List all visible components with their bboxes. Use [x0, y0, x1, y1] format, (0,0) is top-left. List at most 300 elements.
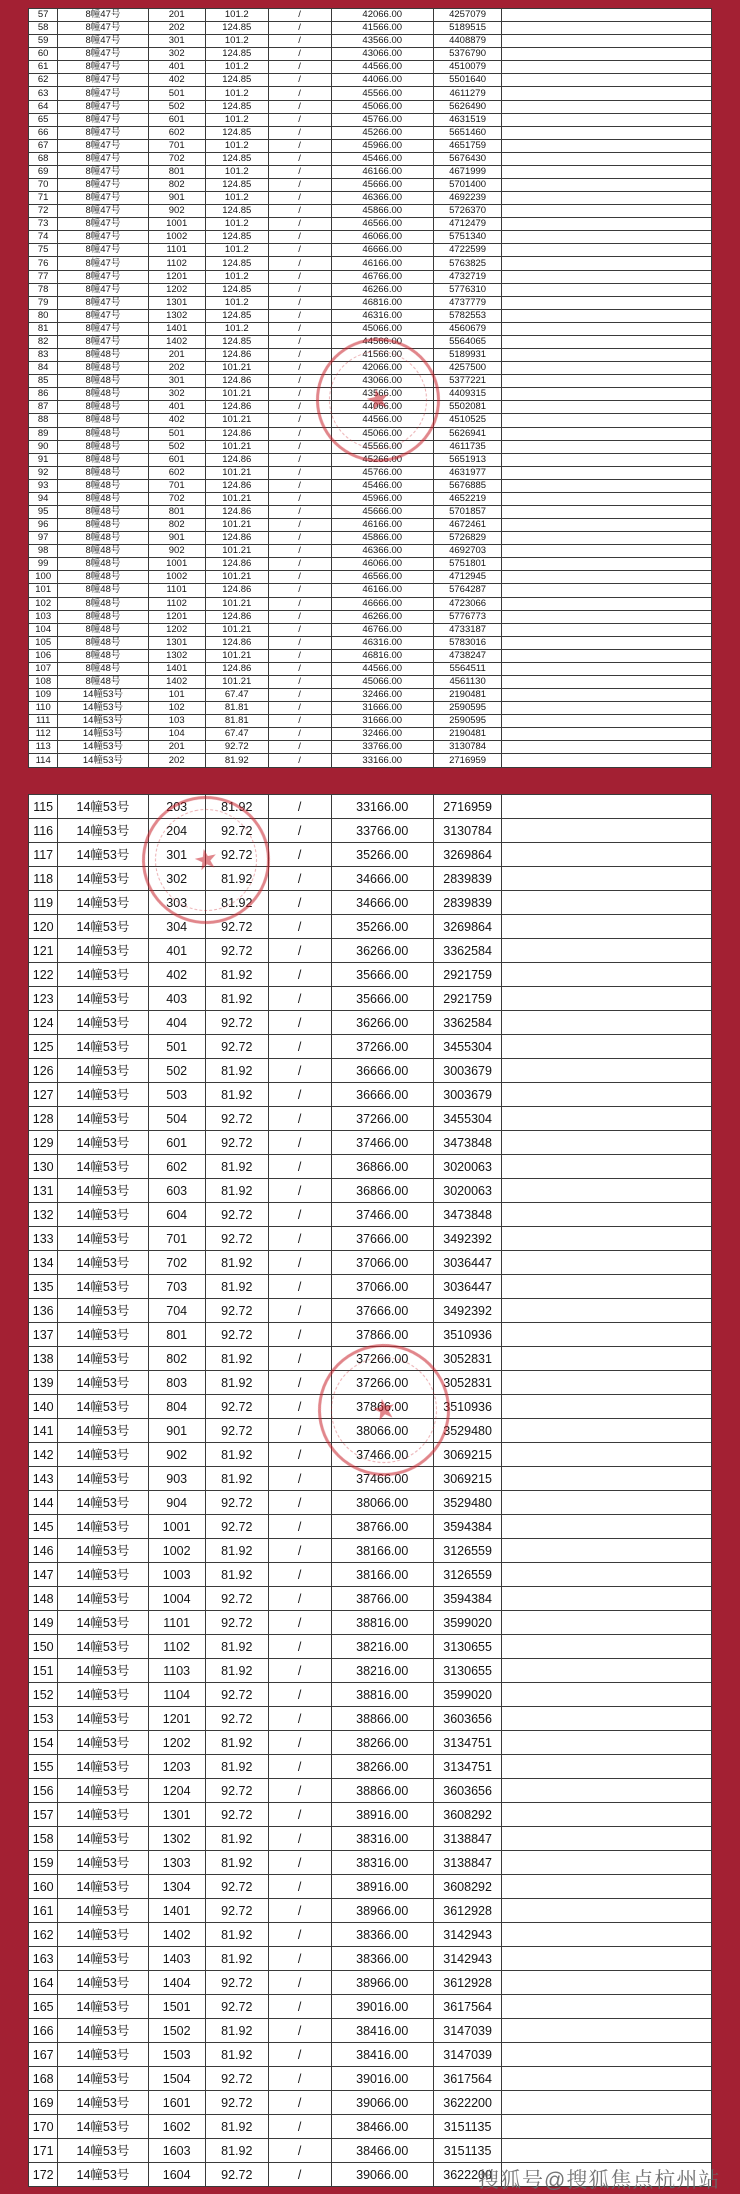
cell-unit-price: 35266.00: [331, 843, 433, 867]
cell-no: 113: [29, 741, 58, 754]
cell-remark: [502, 322, 712, 335]
cell-room: 301: [148, 35, 205, 48]
cell-room: 1301: [148, 296, 205, 309]
table-row: [29, 362, 712, 375]
cell-no: 112: [29, 728, 58, 741]
cell-unit-price: 38416.00: [331, 2043, 433, 2067]
cell-decoration: /: [268, 1635, 331, 1659]
cell-room: 303: [148, 891, 205, 915]
table-row: [29, 675, 712, 688]
cell-total-price: 3603656: [433, 1779, 501, 1803]
cell-room: 902: [148, 205, 205, 218]
cell-unit-price: 38966.00: [331, 1971, 433, 1995]
cell-no: 95: [29, 505, 58, 518]
cell-total-price: 3455304: [433, 1107, 501, 1131]
cell-total-price: 4651759: [433, 139, 501, 152]
cell-no: 88: [29, 414, 58, 427]
cell-no: 131: [29, 1179, 58, 1203]
cell-remark: [502, 152, 712, 165]
cell-unit-price: 32466.00: [331, 689, 433, 702]
cell-decoration: /: [268, 440, 331, 453]
cell-no: 58: [29, 22, 58, 35]
table-row: [29, 2139, 712, 2163]
cell-total-price: 4560679: [433, 322, 501, 335]
table-row: [29, 1419, 712, 1443]
cell-building: 14幢53号: [58, 1563, 148, 1587]
cell-decoration: /: [268, 322, 331, 335]
table-row: [29, 388, 712, 401]
cell-no: 90: [29, 440, 58, 453]
cell-decoration: /: [268, 545, 331, 558]
cell-building: 14幢53号: [58, 1371, 148, 1395]
cell-no: 170: [29, 2115, 58, 2139]
cell-total-price: 3130784: [433, 819, 501, 843]
cell-unit-price: 33166.00: [331, 754, 433, 768]
cell-total-price: 3142943: [433, 1923, 501, 1947]
cell-no: 110: [29, 702, 58, 715]
cell-no: 122: [29, 963, 58, 987]
cell-room: 903: [148, 1467, 205, 1491]
cell-remark: [502, 702, 712, 715]
table-row: [29, 689, 712, 702]
table-row: [29, 244, 712, 257]
cell-no: 118: [29, 867, 58, 891]
cell-room: 502: [148, 440, 205, 453]
cell-unit-price: 46566.00: [331, 218, 433, 231]
cell-building: 8幢47号: [58, 61, 148, 74]
cell-total-price: 3362584: [433, 939, 501, 963]
cell-total-price: 5501640: [433, 74, 501, 87]
cell-no: 168: [29, 2067, 58, 2091]
table-row: [29, 100, 712, 113]
cell-building: 14幢53号: [58, 2115, 148, 2139]
cell-area: 124.85: [205, 48, 268, 61]
cell-room: 301: [148, 375, 205, 388]
table-row: [29, 283, 712, 296]
cell-decoration: /: [268, 891, 331, 915]
table-row: [29, 1347, 712, 1371]
cell-no: 135: [29, 1275, 58, 1299]
cell-remark: [502, 1779, 712, 1803]
table-row: [29, 466, 712, 479]
cell-room: 701: [148, 139, 205, 152]
cell-room: 203: [148, 795, 205, 819]
cell-building: 14幢53号: [58, 689, 148, 702]
cell-no: 71: [29, 192, 58, 205]
cell-no: 129: [29, 1131, 58, 1155]
cell-unit-price: 46166.00: [331, 584, 433, 597]
table-row: [29, 623, 712, 636]
cell-unit-price: 46066.00: [331, 231, 433, 244]
cell-area: 92.72: [205, 2067, 268, 2091]
cell-building: 8幢47号: [58, 231, 148, 244]
cell-total-price: 3529480: [433, 1491, 501, 1515]
cell-unit-price: 41566.00: [331, 22, 433, 35]
table-row: [29, 939, 712, 963]
cell-remark: [502, 2019, 712, 2043]
cell-area: 101.2: [205, 322, 268, 335]
cell-total-price: 2716959: [433, 754, 501, 768]
table-row: [29, 741, 712, 754]
cell-remark: [502, 1131, 712, 1155]
cell-no: 125: [29, 1035, 58, 1059]
cell-room: 202: [148, 362, 205, 375]
cell-unit-price: 38466.00: [331, 2115, 433, 2139]
cell-decoration: /: [268, 152, 331, 165]
cell-remark: [502, 427, 712, 440]
cell-no: 123: [29, 987, 58, 1011]
cell-building: 8幢47号: [58, 244, 148, 257]
table-row: [29, 558, 712, 571]
cell-room: 801: [148, 165, 205, 178]
cell-unit-price: 37266.00: [331, 1371, 433, 1395]
cell-building: 8幢48号: [58, 492, 148, 505]
cell-total-price: 5763825: [433, 257, 501, 270]
cell-area: 124.85: [205, 283, 268, 296]
cell-total-price: 5564511: [433, 662, 501, 675]
cell-building: 14幢53号: [58, 1923, 148, 1947]
table-row: [29, 22, 712, 35]
cell-building: 8幢48号: [58, 532, 148, 545]
cell-area: 124.85: [205, 100, 268, 113]
cell-total-price: 5726370: [433, 205, 501, 218]
table-row: [29, 152, 712, 165]
cell-remark: [502, 466, 712, 479]
cell-remark: [502, 1587, 712, 1611]
cell-building: 14幢53号: [58, 1851, 148, 1875]
cell-no: 59: [29, 35, 58, 48]
cell-total-price: 3142943: [433, 1947, 501, 1971]
cell-no: 132: [29, 1203, 58, 1227]
cell-building: 14幢53号: [58, 867, 148, 891]
cell-decoration: /: [268, 649, 331, 662]
cell-decoration: /: [268, 915, 331, 939]
table-row: [29, 1779, 712, 1803]
cell-remark: [502, 479, 712, 492]
cell-total-price: 4738247: [433, 649, 501, 662]
cell-no: 83: [29, 349, 58, 362]
cell-no: 159: [29, 1851, 58, 1875]
cell-remark: [502, 1563, 712, 1587]
cell-decoration: /: [268, 270, 331, 283]
cell-area: 101.21: [205, 440, 268, 453]
cell-total-price: 3269864: [433, 915, 501, 939]
cell-building: 14幢53号: [58, 1491, 148, 1515]
cell-area: 92.72: [205, 2163, 268, 2187]
cell-building: 8幢48号: [58, 610, 148, 623]
cell-room: 601: [148, 113, 205, 126]
cell-building: 8幢47号: [58, 179, 148, 192]
cell-decoration: /: [268, 2163, 331, 2187]
cell-area: 92.72: [205, 939, 268, 963]
cell-decoration: /: [268, 1971, 331, 1995]
cell-room: 603: [148, 1179, 205, 1203]
cell-room: 401: [148, 939, 205, 963]
cell-no: 139: [29, 1371, 58, 1395]
sohu-watermark: 搜狐号@搜狐焦点杭州站: [478, 2169, 721, 2192]
cell-building: 8幢47号: [58, 165, 148, 178]
table-row: [29, 891, 712, 915]
cell-decoration: /: [268, 388, 331, 401]
cell-unit-price: 45866.00: [331, 532, 433, 545]
cell-room: 1201: [148, 610, 205, 623]
cell-no: 143: [29, 1467, 58, 1491]
cell-building: 8幢47号: [58, 270, 148, 283]
cell-total-price: 4561130: [433, 675, 501, 688]
cell-room: 1001: [148, 1515, 205, 1539]
cell-area: 101.2: [205, 35, 268, 48]
cell-unit-price: 39066.00: [331, 2163, 433, 2187]
cell-remark: [502, 270, 712, 283]
cell-remark: [502, 584, 712, 597]
cell-room: 1002: [148, 571, 205, 584]
cell-unit-price: 46566.00: [331, 571, 433, 584]
cell-unit-price: 31666.00: [331, 715, 433, 728]
cell-area: 124.86: [205, 610, 268, 623]
cell-total-price: 3147039: [433, 2043, 501, 2067]
cell-unit-price: 46316.00: [331, 309, 433, 322]
cell-area: 124.85: [205, 74, 268, 87]
cell-building: 14幢53号: [58, 1011, 148, 1035]
cell-unit-price: 32466.00: [331, 728, 433, 741]
cell-total-price: 5651460: [433, 126, 501, 139]
cell-building: 14幢53号: [58, 1971, 148, 1995]
cell-total-price: 3362584: [433, 1011, 501, 1035]
cell-remark: [502, 1107, 712, 1131]
cell-remark: [502, 1947, 712, 1971]
cell-room: 103: [148, 715, 205, 728]
cell-total-price: 4732719: [433, 270, 501, 283]
cell-unit-price: 45566.00: [331, 87, 433, 100]
cell-room: 1202: [148, 283, 205, 296]
cell-decoration: /: [268, 401, 331, 414]
cell-no: 68: [29, 152, 58, 165]
table-row: [29, 597, 712, 610]
cell-total-price: 2921759: [433, 987, 501, 1011]
cell-room: 1001: [148, 218, 205, 231]
cell-room: 604: [148, 1203, 205, 1227]
cell-area: 92.72: [205, 1227, 268, 1251]
cell-no: 166: [29, 2019, 58, 2043]
table-row: [29, 843, 712, 867]
cell-decoration: /: [268, 1443, 331, 1467]
cell-building: 8幢48号: [58, 375, 148, 388]
cell-area: 101.2: [205, 270, 268, 283]
cell-no: 155: [29, 1755, 58, 1779]
cell-decoration: /: [268, 702, 331, 715]
table-row: [29, 1995, 712, 2019]
cell-total-price: 3003679: [433, 1083, 501, 1107]
table-row: [29, 165, 712, 178]
cell-area: 92.72: [205, 843, 268, 867]
cell-no: 146: [29, 1539, 58, 1563]
cell-building: 8幢47号: [58, 48, 148, 61]
cell-unit-price: 34666.00: [331, 891, 433, 915]
cell-unit-price: 45466.00: [331, 152, 433, 165]
cell-total-price: 3455304: [433, 1035, 501, 1059]
cell-building: 8幢47号: [58, 35, 148, 48]
cell-area: 92.72: [205, 1035, 268, 1059]
cell-unit-price: 44566.00: [331, 662, 433, 675]
cell-room: 1503: [148, 2043, 205, 2067]
cell-building: 14幢53号: [58, 1395, 148, 1419]
cell-building: 8幢47号: [58, 283, 148, 296]
cell-unit-price: 35666.00: [331, 963, 433, 987]
cell-unit-price: 39016.00: [331, 2067, 433, 2091]
cell-decoration: /: [268, 1275, 331, 1299]
cell-remark: [502, 795, 712, 819]
cell-building: 14幢53号: [58, 1587, 148, 1611]
cell-total-price: 5776773: [433, 610, 501, 623]
cell-remark: [502, 87, 712, 100]
cell-unit-price: 38916.00: [331, 1803, 433, 1827]
cell-building: 8幢47号: [58, 205, 148, 218]
cell-total-price: 3510936: [433, 1323, 501, 1347]
cell-total-price: 3599020: [433, 1611, 501, 1635]
cell-unit-price: 45866.00: [331, 205, 433, 218]
cell-decoration: /: [268, 505, 331, 518]
cell-building: 14幢53号: [58, 1035, 148, 1059]
cell-area: 101.21: [205, 649, 268, 662]
cell-no: 119: [29, 891, 58, 915]
cell-building: 14幢53号: [58, 939, 148, 963]
cell-area: 124.85: [205, 126, 268, 139]
cell-remark: [502, 1323, 712, 1347]
cell-building: 14幢53号: [58, 702, 148, 715]
cell-decoration: /: [268, 1059, 331, 1083]
cell-area: 92.72: [205, 1875, 268, 1899]
table-row: [29, 649, 712, 662]
cell-unit-price: 38366.00: [331, 1947, 433, 1971]
cell-decoration: /: [268, 179, 331, 192]
cell-room: 202: [148, 22, 205, 35]
cell-remark: [502, 2067, 712, 2091]
cell-area: 81.92: [205, 795, 268, 819]
cell-no: 82: [29, 335, 58, 348]
cell-total-price: 3130655: [433, 1635, 501, 1659]
cell-unit-price: 39016.00: [331, 1995, 433, 2019]
cell-total-price: 3003679: [433, 1059, 501, 1083]
table-row: [29, 1659, 712, 1683]
cell-decoration: /: [268, 1107, 331, 1131]
cell-building: 14幢53号: [58, 1779, 148, 1803]
table-row: [29, 662, 712, 675]
cell-area: 101.21: [205, 466, 268, 479]
cell-room: 403: [148, 987, 205, 1011]
cell-no: 137: [29, 1323, 58, 1347]
cell-total-price: 3269864: [433, 843, 501, 867]
cell-unit-price: 38066.00: [331, 1491, 433, 1515]
cell-decoration: /: [268, 1347, 331, 1371]
cell-remark: [502, 1179, 712, 1203]
table-row: [29, 532, 712, 545]
cell-remark: [502, 362, 712, 375]
cell-decoration: /: [268, 819, 331, 843]
table-row: [29, 715, 712, 728]
cell-area: 124.85: [205, 179, 268, 192]
table-row: [29, 584, 712, 597]
cell-total-price: 3473848: [433, 1203, 501, 1227]
cell-unit-price: 43066.00: [331, 375, 433, 388]
cell-room: 1002: [148, 1539, 205, 1563]
cell-decoration: /: [268, 2067, 331, 2091]
cell-no: 91: [29, 453, 58, 466]
cell-room: 804: [148, 1395, 205, 1419]
cell-area: 124.86: [205, 401, 268, 414]
cell-area: 101.21: [205, 545, 268, 558]
cell-remark: [502, 401, 712, 414]
cell-unit-price: 36666.00: [331, 1083, 433, 1107]
cell-area: 81.92: [205, 1443, 268, 1467]
cell-no: 87: [29, 401, 58, 414]
cell-no: 69: [29, 165, 58, 178]
table-row: [29, 322, 712, 335]
cell-area: 81.92: [205, 1059, 268, 1083]
cell-decoration: /: [268, 1683, 331, 1707]
cell-unit-price: 33766.00: [331, 741, 433, 754]
cell-unit-price: 46816.00: [331, 296, 433, 309]
table-row: [29, 1635, 712, 1659]
cell-decoration: /: [268, 1203, 331, 1227]
cell-remark: [502, 558, 712, 571]
cell-no: 130: [29, 1155, 58, 1179]
cell-remark: [502, 231, 712, 244]
cell-building: 14幢53号: [58, 1635, 148, 1659]
cell-area: 124.86: [205, 349, 268, 362]
cell-unit-price: 45966.00: [331, 492, 433, 505]
cell-area: 101.21: [205, 623, 268, 636]
cell-decoration: /: [268, 61, 331, 74]
cell-no: 163: [29, 1947, 58, 1971]
cell-unit-price: 38866.00: [331, 1707, 433, 1731]
table-row: [29, 2091, 712, 2115]
cell-total-price: 3138847: [433, 1827, 501, 1851]
cell-total-price: 2839839: [433, 867, 501, 891]
cell-area: 81.92: [205, 1635, 268, 1659]
cell-total-price: 5783016: [433, 636, 501, 649]
table-row: [29, 1059, 712, 1083]
cell-total-price: 3020063: [433, 1179, 501, 1203]
cell-no: 153: [29, 1707, 58, 1731]
cell-area: 92.72: [205, 1971, 268, 1995]
cell-no: 126: [29, 1059, 58, 1083]
cell-total-price: 5189931: [433, 349, 501, 362]
cell-unit-price: 46816.00: [331, 649, 433, 662]
cell-building: 14幢53号: [58, 715, 148, 728]
cell-total-price: 5782553: [433, 309, 501, 322]
cell-building: 8幢48号: [58, 545, 148, 558]
cell-remark: [502, 689, 712, 702]
cell-area: 101.21: [205, 571, 268, 584]
cell-remark: [502, 1059, 712, 1083]
cell-unit-price: 46266.00: [331, 610, 433, 623]
cell-room: 504: [148, 1107, 205, 1131]
cell-remark: [502, 1875, 712, 1899]
cell-area: 124.85: [205, 309, 268, 322]
cell-room: 202: [148, 754, 205, 768]
cell-area: 101.2: [205, 192, 268, 205]
cell-remark: [502, 571, 712, 584]
cell-building: 8幢48号: [58, 414, 148, 427]
table-row: [29, 636, 712, 649]
cell-room: 201: [148, 741, 205, 754]
cell-building: 8幢47号: [58, 309, 148, 322]
cell-room: 902: [148, 1443, 205, 1467]
table-row: [29, 309, 712, 322]
cell-building: 8幢48号: [58, 453, 148, 466]
cell-decoration: /: [268, 1995, 331, 2019]
table-row: [29, 1251, 712, 1275]
